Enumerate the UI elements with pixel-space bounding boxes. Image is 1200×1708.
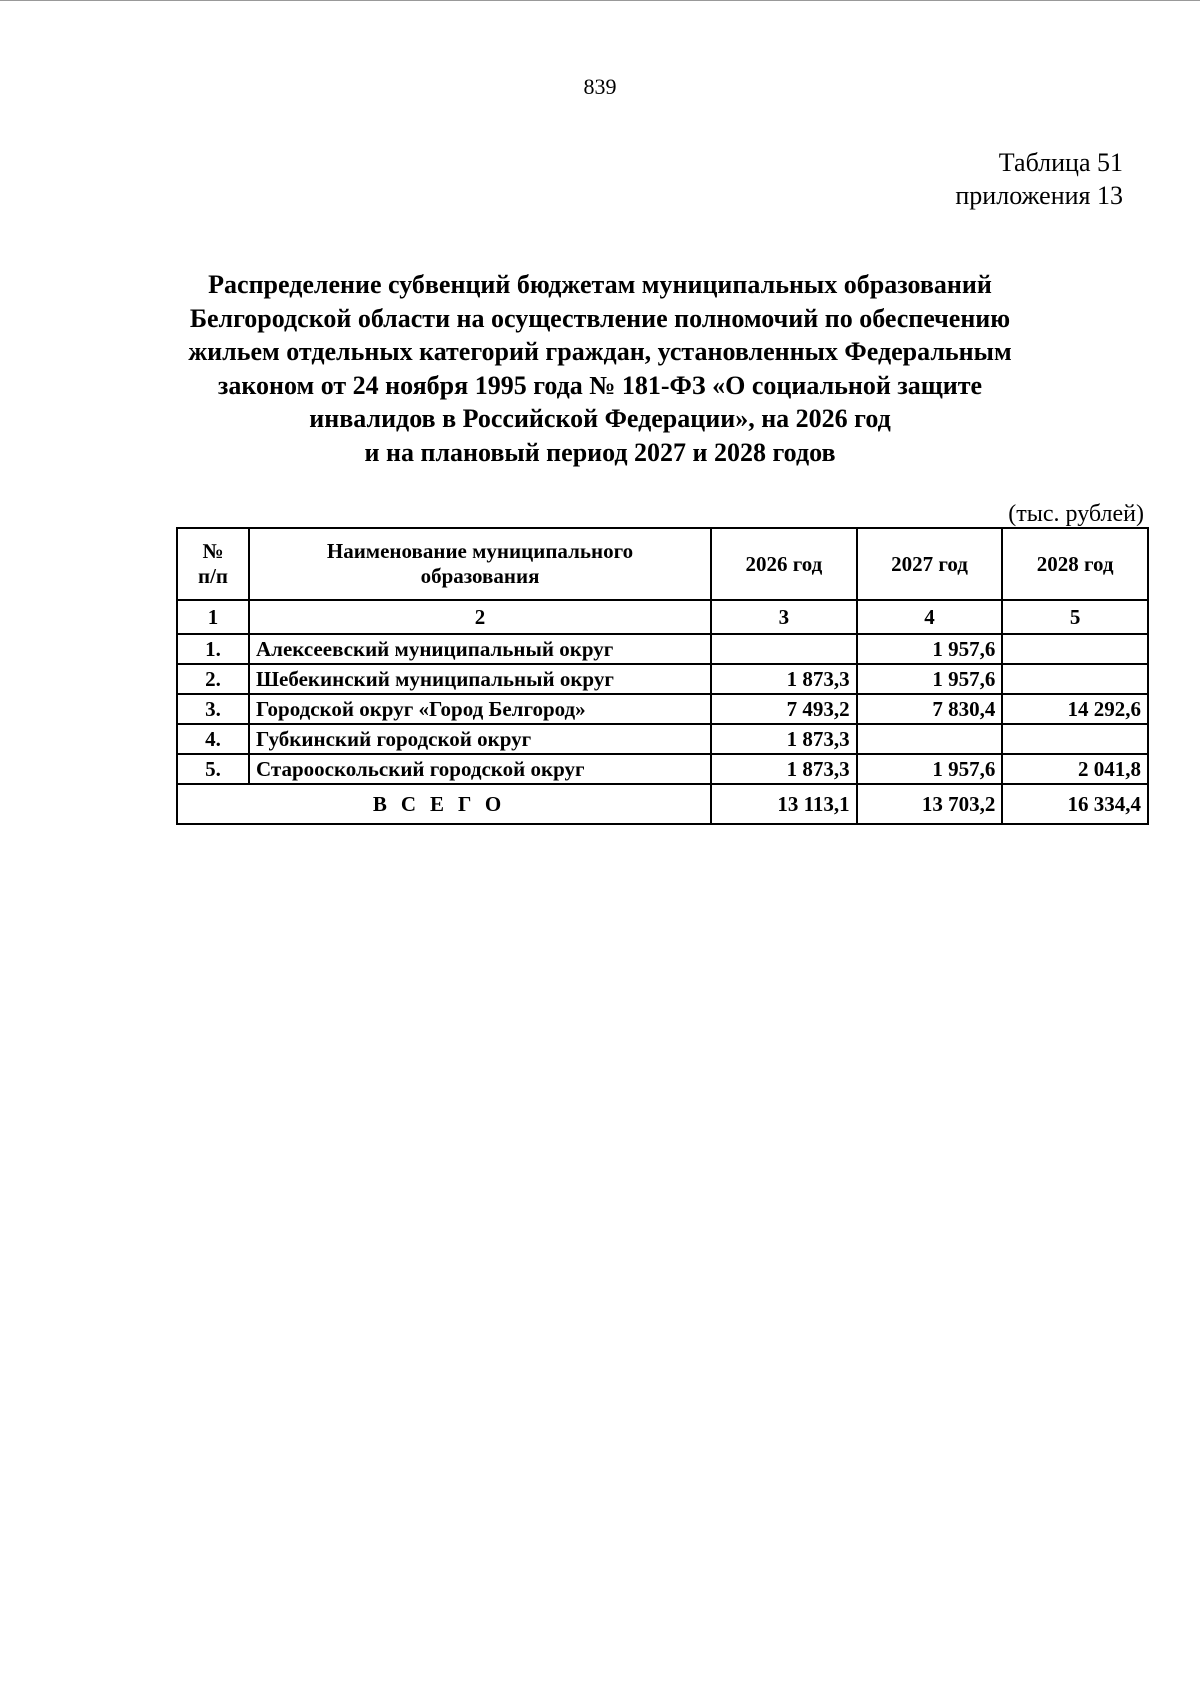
row-number: 5. [177, 754, 249, 784]
row-value-2026: 7 493,2 [711, 694, 857, 724]
row-name: Губкинский городской округ [249, 724, 711, 754]
header-name [249, 528, 711, 600]
scan-edge-line [0, 0, 1200, 1]
table-header-row [177, 528, 1148, 600]
row-value-2026 [711, 634, 857, 664]
column-number: 4 [857, 600, 1003, 634]
row-name: Городской округ «Город Белгород» [249, 694, 711, 724]
row-value-2028 [1002, 634, 1148, 664]
table-reference [955, 146, 1123, 212]
title-line: инвалидов в Российской Федерации», на 2026 год [309, 404, 891, 433]
document-title [150, 268, 1050, 469]
total-value-2028: 16 334,4 [1002, 784, 1148, 824]
header-number-symbol: № [202, 539, 224, 563]
header-number [177, 528, 249, 600]
row-value-2027 [857, 724, 1003, 754]
row-value-2028: 14 292,6 [1002, 694, 1148, 724]
header-2028: 2028 год [1002, 528, 1148, 600]
row-number: 4. [177, 724, 249, 754]
row-number: 3. [177, 694, 249, 724]
subvention-table [176, 527, 1149, 825]
appendix-ref-line: приложения 13 [955, 181, 1123, 210]
total-value-2027: 13 703,2 [857, 784, 1003, 824]
column-number: 2 [249, 600, 711, 634]
units-label: (тыс. рублей) [1008, 501, 1144, 527]
row-name: Шебекинский муниципальный округ [249, 664, 711, 694]
header-2026: 2026 год [711, 528, 857, 600]
table-row [177, 664, 1148, 694]
table-ref-line: Таблица 51 [998, 148, 1123, 177]
row-value-2027: 1 957,6 [857, 634, 1003, 664]
header-2027: 2027 год [857, 528, 1003, 600]
table-row [177, 694, 1148, 724]
row-value-2027: 7 830,4 [857, 694, 1003, 724]
total-value-2026: 13 113,1 [711, 784, 857, 824]
title-line: законом от 24 ноября 1995 года № 181-ФЗ «О социальной защите [217, 370, 983, 400]
row-value-2028 [1002, 664, 1148, 694]
title-line: Белгородской области на осуществление полномочий по обеспечению [189, 303, 1011, 333]
header-name-line: образования [420, 564, 540, 588]
row-value-2026: 1 873,3 [711, 754, 857, 784]
row-value-2027: 1 957,6 [857, 754, 1003, 784]
title-line: жильем отдельных категорий граждан, установленных Федеральным [188, 337, 1012, 366]
row-value-2028: 2 041,8 [1002, 754, 1148, 784]
total-row [177, 784, 1148, 824]
column-number: 5 [1002, 600, 1148, 634]
title-line: и на плановый период 2027 и 2028 годов [364, 437, 836, 467]
total-label: ВСЕГО [177, 784, 711, 824]
table-row [177, 754, 1148, 784]
row-value-2026: 1 873,3 [711, 724, 857, 754]
header-name-line: Наименование муниципального [326, 539, 634, 563]
title-line: Распределение субвенций бюджетам муниципальных образований [208, 270, 992, 299]
row-name: Алексеевский муниципальный округ [249, 634, 711, 664]
table-row [177, 634, 1148, 664]
column-number: 1 [177, 600, 249, 634]
row-value-2028 [1002, 724, 1148, 754]
header-number-label: п/п [197, 564, 229, 588]
column-number-row [177, 600, 1148, 634]
row-number: 2. [177, 664, 249, 694]
column-number: 3 [711, 600, 857, 634]
row-number: 1. [177, 634, 249, 664]
table-row [177, 724, 1148, 754]
row-name: Старооскольский городской округ [249, 754, 711, 784]
row-value-2026: 1 873,3 [711, 664, 857, 694]
page-number: 839 [583, 74, 617, 99]
row-value-2027: 1 957,6 [857, 664, 1003, 694]
